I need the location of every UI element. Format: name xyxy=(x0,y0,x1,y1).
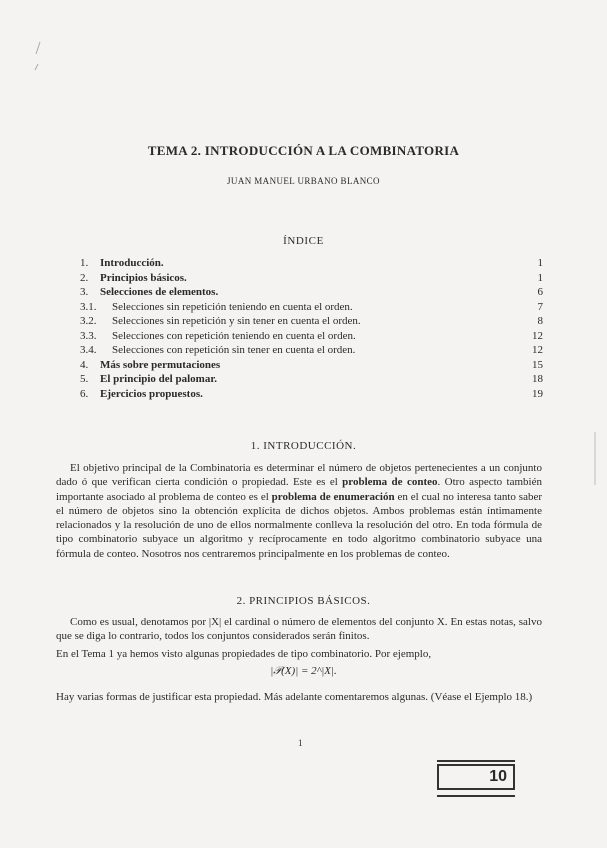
section-heading-principios: 2. PRINCIPIOS BÁSICOS. xyxy=(236,595,371,607)
toc-entry-title: Ejercicios propuestos. xyxy=(100,387,203,400)
document-title: TEMA 2. INTRODUCCIÓN A LA COMBINATORIA xyxy=(147,143,460,158)
stamp-rule-top xyxy=(437,760,515,762)
toc-entry[interactable] xyxy=(80,256,543,271)
toc-entry-number: 6. xyxy=(80,387,89,400)
toc-entry-number: 3.4. xyxy=(80,344,97,356)
toc-entry-title: Selecciones con repetición teniendo en cuenta el orden. xyxy=(112,329,356,342)
toc-entry-title: Más sobre permutaciones xyxy=(100,358,221,371)
pencil-mark-icon xyxy=(30,40,50,80)
toc-entry[interactable] xyxy=(80,372,543,387)
toc-entry[interactable] xyxy=(80,314,543,329)
principios-paragraph-3: Hay varias formas de justificar esta propiedad. Más adelante comentaremos algunas. (Véase el Ejemplo 18.) xyxy=(56,691,533,703)
toc-entry-page: 12 xyxy=(532,344,543,356)
document-author: JUAN MANUEL URBANO BLANCO xyxy=(227,176,380,186)
toc-entry-number: 5. xyxy=(80,373,89,385)
toc-entry[interactable] xyxy=(80,387,543,402)
toc-entry-page: 1 xyxy=(537,257,543,269)
term-problema-de-enumeracion: problema de enumeración xyxy=(271,490,395,503)
intro-text-d: en el cual no interesa tanto saber el número de objetos sino la obtención explícita de dichos objetos. Ambos problemas están íntimamente relacionados y la resolución de uno de ellos normalmente conlleva la resolución del otro. En toda fórmula de tipo combinatorio subyace un algoritmo y recíprocamente en todo algoritmo combinatorio subyace una fórmula de conteo. Nosotros nos centraremos principalmente en los problemas de conteo. xyxy=(56,490,542,560)
toc-entry-page: 15 xyxy=(532,358,543,371)
page-stamp xyxy=(437,764,515,790)
toc-entry-title: El principio del palomar. xyxy=(100,373,217,385)
toc-entry-number: 3.1. xyxy=(80,300,97,313)
index-heading: ÍNDICE xyxy=(283,235,324,247)
toc-entry-number: 3. xyxy=(80,286,89,298)
toc-entry-page: 12 xyxy=(532,329,543,342)
term-problema-de-conteo: problema de conteo xyxy=(342,476,438,489)
intro-text-a: El objetivo principal de la Combinatoria es determinar el número de objetos pertenecientes a un conjunto dado ó que verifican cierta condición o propiedad. Este es el xyxy=(56,462,542,489)
toc-entry-title: Selecciones con repetición sin tener en cuenta el orden. xyxy=(112,344,356,356)
toc-entry[interactable] xyxy=(80,358,543,373)
toc-entry-title: Selecciones sin repetición teniendo en cuenta el orden. xyxy=(112,300,353,313)
stamp-rule-bottom xyxy=(437,795,515,797)
toc-entry-page: 6 xyxy=(537,286,543,298)
section-heading-introduccion: 1. INTRODUCCIÓN. xyxy=(250,440,357,452)
toc-entry-title: Introducción. xyxy=(100,257,164,269)
toc-entry-title: Selecciones de elementos. xyxy=(100,286,219,298)
toc-entry[interactable] xyxy=(80,271,543,286)
toc-entry[interactable] xyxy=(80,300,543,315)
toc-entry-title: Selecciones sin repetición y sin tener en cuenta el orden. xyxy=(112,315,361,327)
toc-entry-number: 1. xyxy=(80,257,89,269)
toc-entry[interactable] xyxy=(80,343,543,358)
table-of-contents xyxy=(80,256,543,401)
toc-entry-number: 4. xyxy=(80,358,89,371)
toc-entry-number: 3.2. xyxy=(80,315,97,327)
toc-entry-page: 1 xyxy=(537,271,543,284)
toc-entry-title: Principios básicos. xyxy=(100,271,187,284)
toc-entry-page: 19 xyxy=(532,387,543,400)
toc-entry-page: 8 xyxy=(537,315,543,327)
toc-entry-number: 2. xyxy=(80,271,89,284)
page-number: 1 xyxy=(298,738,303,748)
toc-entry[interactable] xyxy=(80,285,543,300)
margin-mark-icon xyxy=(590,430,600,490)
intro-text-c: . Otro aspecto también importante asociado al problema de conteo es el xyxy=(56,476,542,503)
toc-entry-number: 3.3. xyxy=(80,329,97,342)
formula-power-set: |𝒫(X)| = 2^|X|. xyxy=(270,665,337,677)
toc-entry-page: 18 xyxy=(532,373,543,385)
principios-paragraph-1: Como es usual, denotamos por |X| el cardinal o número de elementos del conjunto X. En estas notas, salvo que se diga lo contrario, todos los conjuntos considerados serán finitos. xyxy=(56,616,542,643)
toc-entry-page: 7 xyxy=(537,300,543,313)
toc-entry[interactable] xyxy=(80,329,543,344)
principios-paragraph-2: En el Tema 1 ya hemos visto algunas propiedades de tipo combinatorio. Por ejemplo, xyxy=(56,648,432,660)
intro-paragraph xyxy=(56,461,542,561)
stamp-number: 10 xyxy=(489,768,507,785)
